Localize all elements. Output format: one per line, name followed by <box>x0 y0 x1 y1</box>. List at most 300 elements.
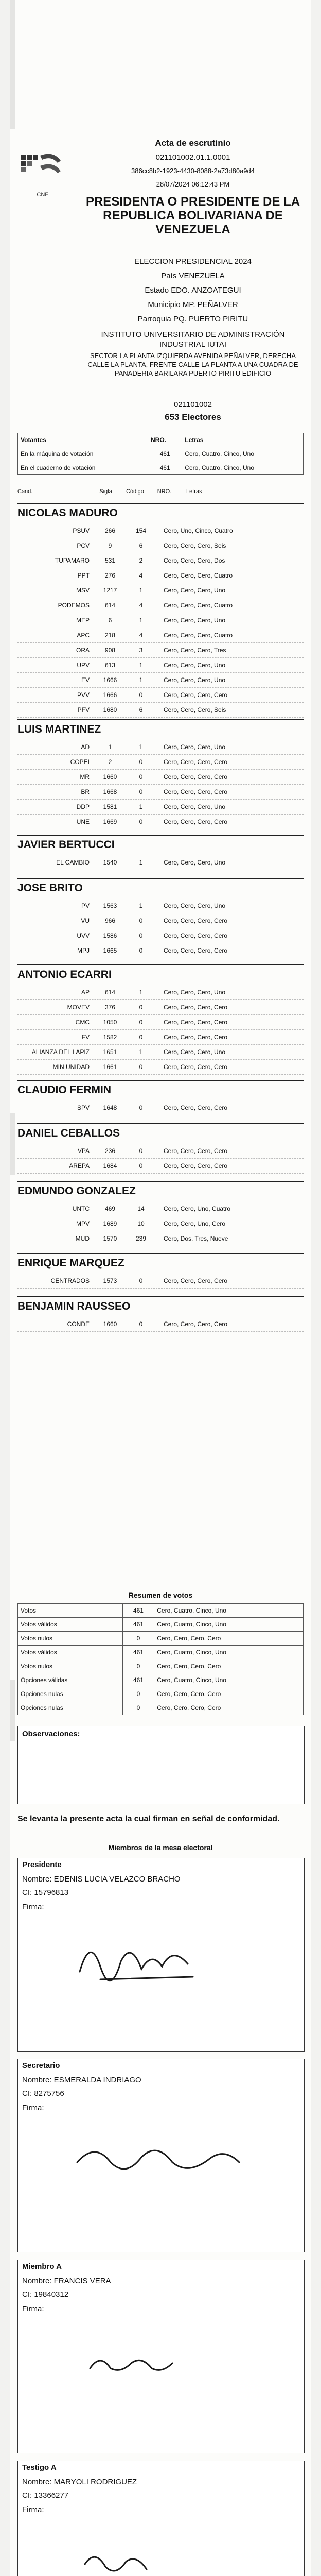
party-sigla: VPA <box>77 1147 90 1155</box>
table-row <box>17 785 304 800</box>
party-code: 1684 <box>103 1162 117 1170</box>
vote-count: 4 <box>139 632 143 639</box>
party-sigla: PPT <box>77 572 90 579</box>
state: Estado EDO. ANZOATEGUI <box>145 286 241 295</box>
vote-letters: Cero, Cero, Cero, Uno <box>164 1048 226 1056</box>
table-row <box>17 1144 304 1159</box>
table-cell: Cero, Cuatro, Cinco, Uno <box>154 1673 304 1687</box>
vote-letters: Cero, Cero, Cero, Cero <box>164 1004 228 1011</box>
party-code: 1665 <box>103 947 117 954</box>
vote-count: 1 <box>139 743 143 751</box>
candidate-votes <box>17 855 304 870</box>
party-sigla: CMC <box>75 1019 90 1026</box>
table-cell: 461 <box>122 1673 154 1687</box>
table-row <box>17 1274 304 1289</box>
table-row <box>17 1159 304 1174</box>
vote-letters: Cero, Cero, Cero, Uno <box>164 617 226 624</box>
table-cell: Cero, Cuatro, Cinco, Uno <box>154 1604 304 1618</box>
vote-count: 239 <box>135 1235 147 1242</box>
vote-letters: Cero, Cero, Cero, Cero <box>164 917 228 924</box>
vote-count: 0 <box>139 1162 143 1170</box>
candidate-votes <box>17 1317 304 1332</box>
vote-count: 0 <box>139 932 143 939</box>
vote-count: 0 <box>139 818 143 825</box>
vote-letters: Cero, Cero, Cero, Cero <box>164 758 228 766</box>
member-role: Secretario <box>22 2061 60 2070</box>
candidate-votes <box>17 899 304 958</box>
party-code: 1540 <box>103 859 117 866</box>
vote-letters: Cero, Cero, Uno, Cuatro <box>164 1205 231 1212</box>
table-row <box>17 613 304 628</box>
table-row <box>17 855 304 870</box>
vote-letters: Cero, Cero, Cero, Uno <box>164 859 226 866</box>
table-row <box>17 1231 304 1246</box>
vote-count: 1 <box>139 859 143 866</box>
party-code: 1680 <box>103 706 117 714</box>
party-code: 1660 <box>103 773 117 781</box>
table-row <box>17 598 304 613</box>
member-block <box>17 2260 305 2453</box>
party-sigla: BR <box>81 788 90 795</box>
table-row <box>17 1060 304 1075</box>
party-code: 614 <box>104 989 116 996</box>
vote-letters: Cero, Cero, Cero, Cero <box>164 947 228 954</box>
table-row <box>17 703 304 718</box>
candidate-votes <box>17 1274 304 1289</box>
member-name: Nombre: ESMERALDA INDRIAGO <box>22 2076 141 2084</box>
table-row <box>17 568 304 583</box>
vote-letters: Cero, Cero, Cero, Cuatro <box>164 602 233 609</box>
vote-letters: Cero, Cero, Cero, Uno <box>164 803 226 810</box>
observations-box <box>17 1726 305 1804</box>
signature-icon <box>69 2332 255 2399</box>
party-sigla: MOVEV <box>67 1004 90 1011</box>
vote-letters: Cero, Cero, Cero, Dos <box>164 557 225 564</box>
party-sigla: DDP <box>76 803 90 810</box>
party-sigla: MSV <box>76 587 90 594</box>
candidate-name: CLAUDIO FERMIN <box>17 1080 304 1096</box>
party-code: 531 <box>104 557 116 564</box>
vote-count: 14 <box>137 1205 145 1212</box>
acta-code: 386cc8b2-1923-4430-8088-2a73d80a9d4 <box>131 167 255 175</box>
table-cell: Votos nulos <box>18 1659 123 1673</box>
table-cell: 0 <box>122 1701 154 1715</box>
vote-letters: Cero, Cero, Cero, Uno <box>164 743 226 751</box>
candidate-votes <box>17 523 304 718</box>
candidates-header <box>17 484 304 499</box>
col-header: Letras <box>182 433 304 447</box>
party-sigla: MPJ <box>77 947 90 954</box>
vote-letters: Cero, Cero, Cero, Uno <box>164 587 226 594</box>
table-row <box>17 553 304 568</box>
table-cell: 461 <box>122 1618 154 1632</box>
members-title: Miembros de la mesa electoral <box>108 1843 213 1852</box>
member-block <box>17 2461 305 2576</box>
party-sigla: MEP <box>76 617 90 624</box>
voters-table <box>17 433 304 475</box>
vote-count: 3 <box>139 647 143 654</box>
vote-letters: Cero, Cero, Cero, Cero <box>164 1162 228 1170</box>
vote-letters: Cero, Cero, Cero, Tres <box>164 647 226 654</box>
table-cell: 461 <box>148 461 182 475</box>
col-header: Votantes <box>18 433 148 447</box>
member-signature-label: Firma: <box>22 1903 44 1911</box>
vote-letters: Cero, Cero, Cero, Cero <box>164 818 228 825</box>
member-ci: CI: 13366277 <box>22 2491 69 2500</box>
member-role: Testigo A <box>22 2463 57 2472</box>
party-sigla: TUPAMARO <box>55 557 90 564</box>
table-row <box>17 1000 304 1015</box>
vote-count: 0 <box>139 1063 143 1071</box>
party-sigla: CENTRADOS <box>50 1277 90 1284</box>
table-cell: En el cuaderno de votación <box>18 461 148 475</box>
table-row <box>17 815 304 829</box>
party-sigla: MR <box>80 773 90 781</box>
signature-icon <box>69 2533 255 2576</box>
table-row <box>17 1100 304 1115</box>
vote-letters: Cero, Cero, Cero, Cero <box>164 788 228 795</box>
party-sigla: UNTC <box>72 1205 90 1212</box>
acta-title: Acta de escrutinio <box>155 138 231 148</box>
member-block <box>17 2059 305 2252</box>
table-cell: 0 <box>122 1659 154 1673</box>
party-code: 1582 <box>103 1033 117 1041</box>
candidate-name: BENJAMIN RAUSSEO <box>17 1296 304 1313</box>
parish: Parroquia PQ. PUERTO PIRITU <box>137 315 248 324</box>
signature-icon <box>69 2131 255 2198</box>
col-header: NRO. <box>148 433 182 447</box>
vote-letters: Cero, Cero, Cero, Uno <box>164 662 226 669</box>
vote-letters: Cero, Cero, Cero, Cuatro <box>164 632 233 639</box>
vote-count: 2 <box>139 557 143 564</box>
party-code: 218 <box>104 632 116 639</box>
table-cell: 461 <box>122 1604 154 1618</box>
vote-letters: Cero, Cero, Cero, Seis <box>164 542 226 549</box>
party-sigla: ORA <box>76 647 90 654</box>
table-row <box>17 673 304 688</box>
center-code: 021101002 <box>174 400 212 409</box>
party-sigla: AD <box>81 743 90 751</box>
signature-icon <box>69 1930 255 1997</box>
vote-count: 0 <box>139 1320 143 1328</box>
vote-letters: Cero, Cero, Cero, Cero <box>164 1104 228 1111</box>
party-sigla: COPEI <box>70 758 90 766</box>
acta-number: 021101002.01.1.0001 <box>155 153 230 162</box>
vote-count: 6 <box>139 706 143 714</box>
logo-text: CNE <box>37 192 49 198</box>
table-row <box>17 643 304 658</box>
vote-count: 1 <box>139 989 143 996</box>
col-codigo: Código <box>126 488 144 495</box>
country: País VENEZUELA <box>161 272 225 280</box>
candidate-name: JOSE BRITO <box>17 878 304 894</box>
party-sigla: EL CAMBIO <box>56 859 90 866</box>
voting-center: INSTITUTO UNIVERSITARIO DE ADMINISTRACIÓN INDUSTRIAL IUTAI <box>101 330 285 349</box>
table-row <box>17 1015 304 1030</box>
table-row <box>17 538 304 553</box>
vote-letters: Cero, Cero, Cero, Uno <box>164 902 226 909</box>
table-cell: Opciones nulas <box>18 1701 123 1715</box>
member-signature-label: Firma: <box>22 2505 44 2514</box>
table-row <box>17 1317 304 1332</box>
summary-table <box>17 1603 304 1715</box>
vote-letters: Cero, Dos, Tres, Nueve <box>164 1235 228 1242</box>
table-cell: 0 <box>122 1632 154 1646</box>
table-row <box>18 447 304 461</box>
member-name: Nombre: FRANCIS VERA <box>22 2277 111 2285</box>
vote-count: 0 <box>139 1033 143 1041</box>
member-name: Nombre: MARYOLI RODRIGUEZ <box>22 2478 137 2486</box>
table-row <box>17 583 304 598</box>
party-code: 1586 <box>103 932 117 939</box>
party-code: 1669 <box>103 818 117 825</box>
member-ci: CI: 19840312 <box>22 2290 69 2299</box>
vote-count: 4 <box>139 572 143 579</box>
party-code: 1668 <box>103 788 117 795</box>
party-code: 1651 <box>103 1048 117 1056</box>
candidate-name: ANTONIO ECARRI <box>17 964 304 981</box>
vote-letters: Cero, Cero, Cero, Cero <box>164 1063 228 1071</box>
party-code: 1666 <box>103 691 117 699</box>
party-code: 614 <box>104 602 116 609</box>
vote-count: 0 <box>139 1147 143 1155</box>
party-code: 236 <box>104 1147 116 1155</box>
table-row <box>18 1618 304 1632</box>
member-signature-label: Firma: <box>22 2304 44 2313</box>
vote-letters: Cero, Cero, Cero, Uno <box>164 989 226 996</box>
table-cell: Cero, Cuatro, Cinco, Uno <box>154 1618 304 1632</box>
vote-letters: Cero, Cero, Cero, Cero <box>164 932 228 939</box>
candidate-name: ENRIQUE MARQUEZ <box>17 1253 304 1269</box>
party-sigla: MPV <box>76 1220 90 1227</box>
party-sigla: PODEMOS <box>58 602 90 609</box>
party-code: 1666 <box>103 676 117 684</box>
party-code: 908 <box>104 647 116 654</box>
party-code: 1573 <box>103 1277 117 1284</box>
table-cell: Opciones válidas <box>18 1673 123 1687</box>
col-cand: Cand. <box>17 488 33 495</box>
conformity-text: Se levanta la presente acta la cual firman en señal de conformidad. <box>17 1815 280 1823</box>
center-address: SECTOR LA PLANTA IZQUIERDA AVENIDA PEÑALVER, DERECHA CALLE LA PLANTA, FRENTE CALLE LA PLANTA A UNA CUADRA DE PANADERIA BARILARA PUERTO PIRITU EDIFICIO <box>87 352 298 377</box>
table-cell: Cero, Cero, Cero, Cero <box>154 1701 304 1715</box>
vote-letters: Cero, Cero, Cero, Cero <box>164 1320 228 1328</box>
table-row <box>17 913 304 928</box>
vote-count: 0 <box>139 1277 143 1284</box>
member-block <box>17 1858 305 2052</box>
table-row <box>17 928 304 943</box>
table-cell: Cero, Cero, Cero, Cero <box>154 1632 304 1646</box>
acta-sheet <box>10 0 311 2576</box>
table-row <box>17 658 304 673</box>
vote-count: 0 <box>139 773 143 781</box>
party-code: 1570 <box>103 1235 117 1242</box>
vote-count: 0 <box>139 1104 143 1111</box>
party-sigla: ALIANZA DEL LAPIZ <box>31 1048 90 1056</box>
table-cell: 461 <box>148 447 182 461</box>
party-code: 9 <box>108 542 112 549</box>
acta-datetime: 28/07/2024 06:12:43 PM <box>156 180 230 188</box>
member-signature-label: Firma: <box>22 2104 44 2112</box>
party-code: 1581 <box>103 803 117 810</box>
vote-letters: Cero, Cero, Cero, Cero <box>164 1019 228 1026</box>
party-code: 1050 <box>103 1019 117 1026</box>
table-cell: En la máquina de votación <box>18 447 148 461</box>
party-sigla: UNE <box>76 818 90 825</box>
party-sigla: PVV <box>77 691 90 699</box>
table-row <box>17 1216 304 1231</box>
table-row <box>17 740 304 755</box>
table-row <box>17 899 304 913</box>
table-cell: Cero, Cero, Cero, Cero <box>154 1687 304 1701</box>
party-sigla: SPV <box>77 1104 90 1111</box>
vote-letters: Cero, Cero, Cero, Seis <box>164 706 226 714</box>
party-sigla: UPV <box>77 662 90 669</box>
table-row <box>17 1201 304 1216</box>
table-row <box>18 1659 304 1673</box>
member-ci: CI: 8275756 <box>22 2089 64 2098</box>
candidate-votes <box>17 1201 304 1246</box>
party-code: 1689 <box>103 1220 117 1227</box>
member-ci: CI: 15796813 <box>22 1888 69 1897</box>
candidate-votes <box>17 1144 304 1174</box>
party-sigla: AREPA <box>69 1162 90 1170</box>
table-row <box>17 1045 304 1060</box>
col-letras: Letras <box>186 488 202 495</box>
table-cell: Cero, Cero, Cero, Cero <box>154 1659 304 1673</box>
vote-count: 6 <box>139 542 143 549</box>
party-code: 1648 <box>103 1104 117 1111</box>
vote-count: 1 <box>139 902 143 909</box>
party-code: 1660 <box>103 1320 117 1328</box>
party-sigla: PV <box>81 902 90 909</box>
party-sigla: MUD <box>75 1235 90 1242</box>
table-row <box>18 1673 304 1687</box>
table-cell: Opciones nulas <box>18 1687 123 1701</box>
col-nro: NRO. <box>157 488 172 495</box>
vote-count: 0 <box>139 758 143 766</box>
vote-count: 0 <box>139 691 143 699</box>
vote-letters: Cero, Cero, Cero, Cero <box>164 773 228 781</box>
party-code: 276 <box>104 572 116 579</box>
table-row <box>18 1646 304 1659</box>
vote-count: 1 <box>139 587 143 594</box>
table-row <box>18 1604 304 1618</box>
vote-count: 154 <box>135 527 147 534</box>
table-row <box>17 800 304 815</box>
vote-count: 1 <box>139 676 143 684</box>
vote-count: 0 <box>139 1019 143 1026</box>
member-role: Presidente <box>22 1860 62 1869</box>
vote-letters: Cero, Cero, Cero, Cero <box>164 691 228 699</box>
party-code: 6 <box>108 617 112 624</box>
vote-count: 0 <box>139 788 143 795</box>
table-row <box>18 461 304 475</box>
party-code: 1217 <box>103 587 117 594</box>
vote-count: 0 <box>139 917 143 924</box>
table-cell: Cero, Cuatro, Cinco, Uno <box>182 461 304 475</box>
party-sigla: PFV <box>77 706 90 714</box>
party-code: 2 <box>108 758 112 766</box>
member-name: Nombre: EDENIS LUCIA VELAZCO BRACHO <box>22 1875 181 1884</box>
summary-title: Resumen de votos <box>128 1591 193 1599</box>
table-cell: 0 <box>122 1687 154 1701</box>
vote-letters: Cero, Uno, Cinco, Cuatro <box>164 527 233 534</box>
table-row <box>17 628 304 643</box>
party-sigla: PCV <box>77 542 90 549</box>
party-sigla: AP <box>81 989 90 996</box>
municipality: Municipio MP. PEÑALVER <box>148 300 238 309</box>
col-sigla: Sigla <box>99 488 112 495</box>
table-cell: Cero, Cuatro, Cinco, Uno <box>182 447 304 461</box>
vote-letters: Cero, Cero, Cero, Uno <box>164 676 226 684</box>
table-row <box>18 1701 304 1715</box>
page-title: PRESIDENTA O PRESIDENTE DE LA REPUBLICA BOLIVARIANA DE VENEZUELA <box>85 195 300 236</box>
party-sigla: APC <box>77 632 90 639</box>
party-code: 469 <box>104 1205 116 1212</box>
cne-logo-icon <box>17 145 64 192</box>
candidate-votes <box>17 985 304 1075</box>
vote-count: 1 <box>139 662 143 669</box>
candidate-votes <box>17 1100 304 1115</box>
party-sigla: CONDE <box>67 1320 90 1328</box>
vote-count: 0 <box>139 1004 143 1011</box>
table-row <box>17 688 304 703</box>
candidate-name: DANIEL CEBALLOS <box>17 1123 304 1140</box>
party-sigla: FV <box>81 1033 90 1041</box>
party-sigla: VU <box>81 917 90 924</box>
vote-count: 10 <box>137 1220 145 1227</box>
party-sigla: PSUV <box>73 527 90 534</box>
vote-count: 4 <box>139 602 143 609</box>
table-cell: Votos <box>18 1604 123 1618</box>
candidate-name: NICOLAS MADURO <box>17 503 304 519</box>
vote-count: 1 <box>139 1048 143 1056</box>
party-code: 1 <box>108 743 112 751</box>
table-cell: Votos válidos <box>18 1618 123 1632</box>
candidate-votes <box>17 740 304 829</box>
table-cell: Votos nulos <box>18 1632 123 1646</box>
vote-letters: Cero, Cero, Cero, Cuatro <box>164 572 233 579</box>
candidate-name: EDMUNDO GONZALEZ <box>17 1181 304 1197</box>
vote-letters: Cero, Cero, Uno, Cero <box>164 1220 226 1227</box>
table-row <box>17 943 304 958</box>
party-code: 1661 <box>103 1063 117 1071</box>
election-name: ELECCION PRESIDENCIAL 2024 <box>134 257 252 266</box>
party-code: 376 <box>104 1004 116 1011</box>
party-sigla: EV <box>81 676 90 684</box>
party-code: 266 <box>104 527 116 534</box>
table-row <box>17 1030 304 1045</box>
table-cell: Votos válidos <box>18 1646 123 1659</box>
party-code: 1563 <box>103 902 117 909</box>
observations-label: Observaciones: <box>22 1730 80 1738</box>
table-row <box>18 1687 304 1701</box>
table-row <box>17 523 304 538</box>
party-sigla: UVV <box>77 932 90 939</box>
table-cell: Cero, Cuatro, Cinco, Uno <box>154 1646 304 1659</box>
table-row <box>17 755 304 770</box>
vote-letters: Cero, Cero, Cero, Cero <box>164 1033 228 1041</box>
vote-count: 0 <box>139 947 143 954</box>
table-row <box>18 1632 304 1646</box>
vote-letters: Cero, Cero, Cero, Cero <box>164 1277 228 1284</box>
party-sigla: MIN UNIDAD <box>52 1063 90 1071</box>
vote-letters: Cero, Cero, Cero, Cero <box>164 1147 228 1155</box>
vote-count: 1 <box>139 617 143 624</box>
table-row <box>17 985 304 1000</box>
member-role: Miembro A <box>22 2262 62 2271</box>
vote-count: 1 <box>139 803 143 810</box>
